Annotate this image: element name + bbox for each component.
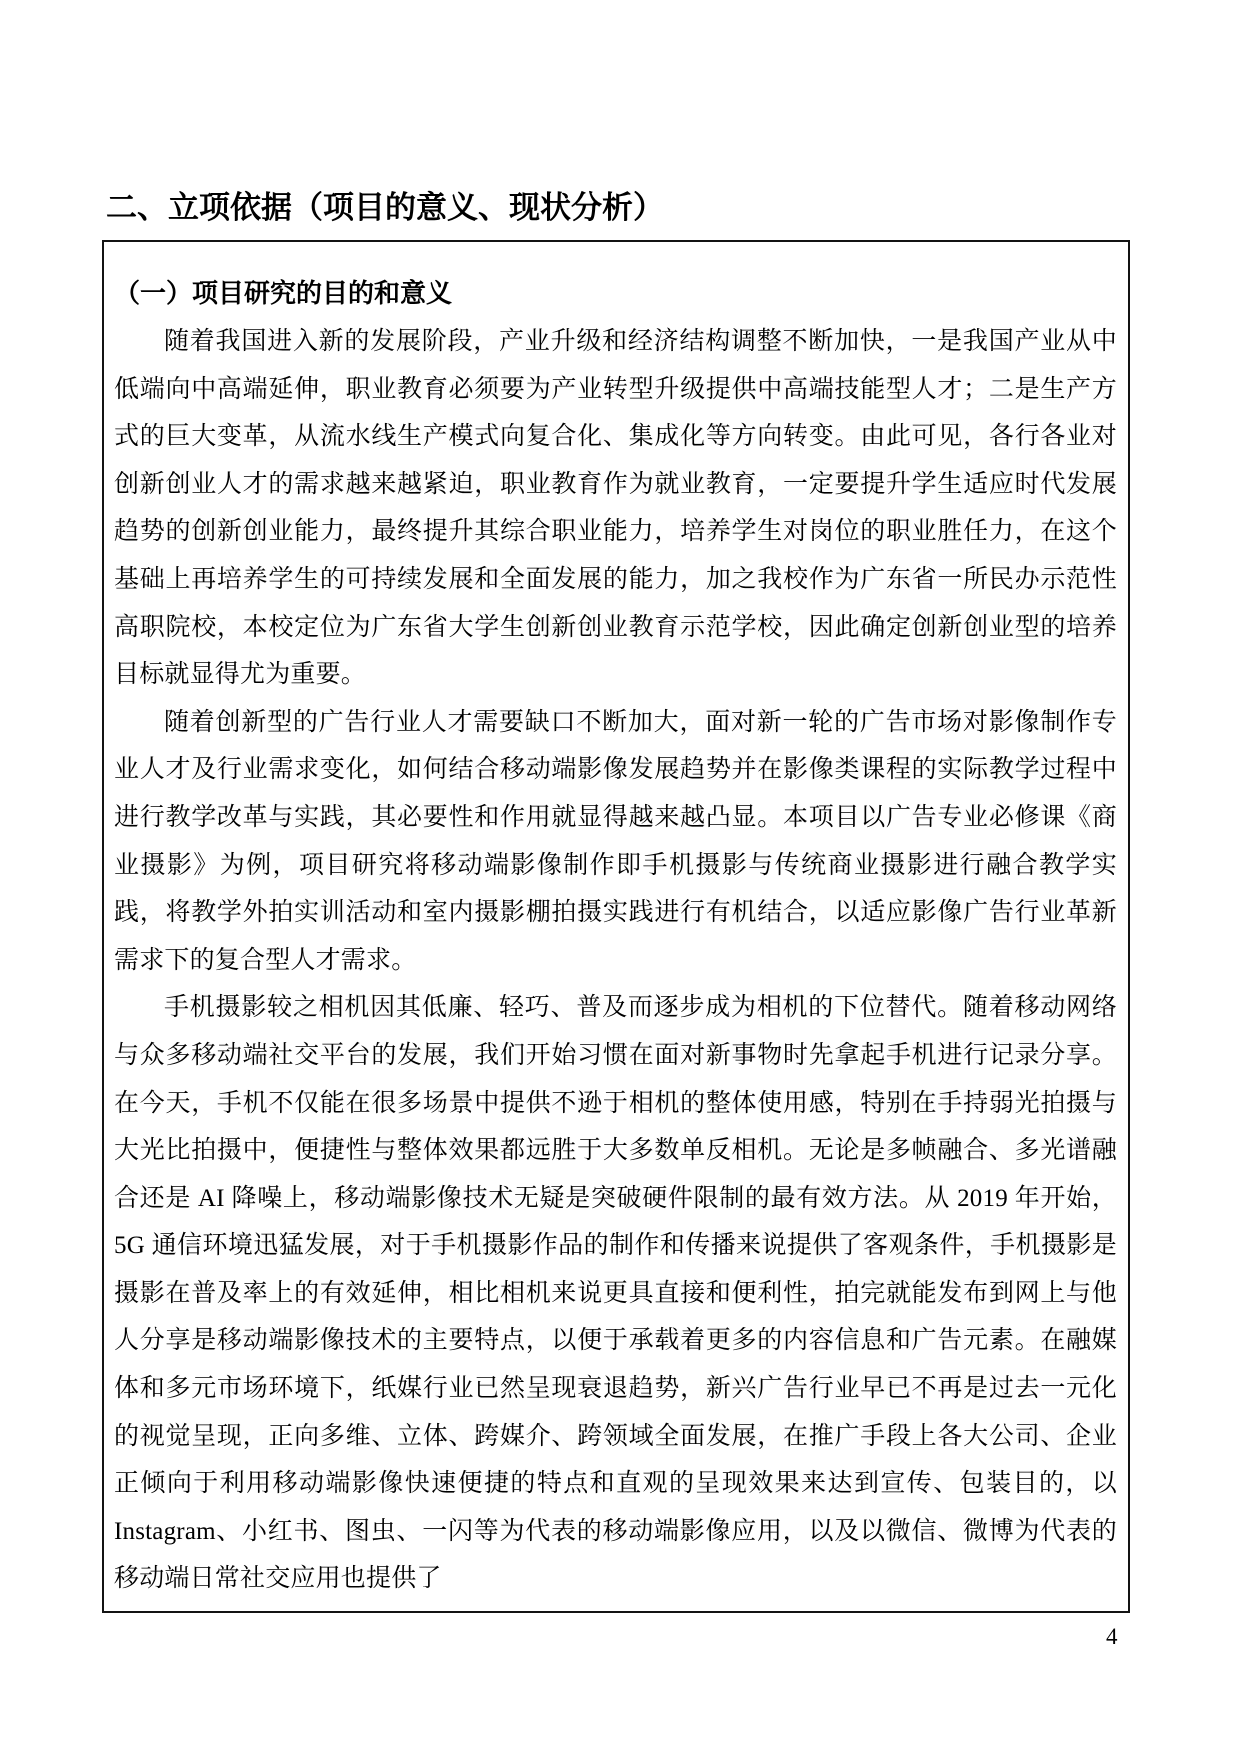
paragraph-purpose-3: 手机摄影较之相机因其低廉、轻巧、普及而逐步成为相机的下位替代。随着移动网络与众多移动端社交平台的发展，我们开始习惯在面对新事物时先拿起手机进行记录分享。在今天，手机不仅能在很多场景中提供不逊于相机的整体使用感，特别在手持弱光拍摄与大光比拍摄中，便捷性与整体效果都远胜于大多数单反相机。无论是多帧融合、多光谱融合还是 AI 降噪上，移动端影像技术无疑是突破硬件限制的最有效方法。从 2019 年开始，5G 通信环境迅猛发展，对于手机摄影作品的制作和传播来说提供了客观条件，手机摄影是摄影在普及率上的有效延伸，相比相机来说更具直接和便利性，拍完就能发布到网上与他人分享是移动端影像技术的主要特点，以便于承载着更多的内容信息和广告元素。在融媒体和多元市场环境下，纸媒行业已然呈现衰退趋势，新兴广告行业早已不再是过去一元化的视觉呈现，正向多维、立体、跨媒介、跨领域全面发展，在推广手段上各大公司、企业正倾向于利用移动端影像快速便捷的特点和直观的呈现效果来达到宣传、包装目的，以 Instagram、小红书、图虫、一闪等为代表的移动端影像应用，以及以微信、微博为代表的移动端日常社交应用也提供了	[114, 994, 1117, 1593]
subsection-heading: （一）项目研究的目的和意义	[114, 278, 453, 308]
paragraph-purpose-1: 随着我国进入新的发展阶段，产业升级和经济结构调整不断加快，一是我国产业从中低端向中高端延伸，职业教育必须要为产业转型升级提供中高端技能型人才；二是生产方式的巨大变革，从流水线生产模式向复合化、集成化等方向转变。由此可见，各行各业对创新创业人才的需求越来越紧迫，职业教育作为就业教育，一定要提升学生适应时代发展趋势的创新创业能力，最终提升其综合职业能力，培养学生对岗位的职业胜任力，在这个基础上再培养学生的可持续发展和全面发展的能力，加之我校作为广东省一所民办示范性高职院校，本校定位为广东省大学生创新创业教育示范学校，因此确定创新创业型的培养目标就显得尤为重要。	[114, 328, 1117, 689]
page-number: 4	[1106, 1624, 1118, 1649]
paragraph-purpose-2: 随着创新型的广告行业人才需要缺口不断加大，面对新一轮的广告市场对影像制作专业人才及行业需求变化，如何结合移动端影像发展趋势并在影像类课程的实际教学过程中进行教学改革与实践，其必要性和作用就显得越来越凸显。本项目以广告专业必修课《商业摄影》为例，项目研究将移动端影像制作即手机摄影与传统商业摄影进行融合教学实践，将教学外拍实训活动和室内摄影棚拍摄实践进行有机结合，以适应影像广告行业革新需求下的复合型人才需求。	[114, 708, 1117, 974]
content-box	[102, 240, 1130, 1613]
section-heading: 二、立项依据（项目的意义、现状分析）	[106, 190, 664, 225]
